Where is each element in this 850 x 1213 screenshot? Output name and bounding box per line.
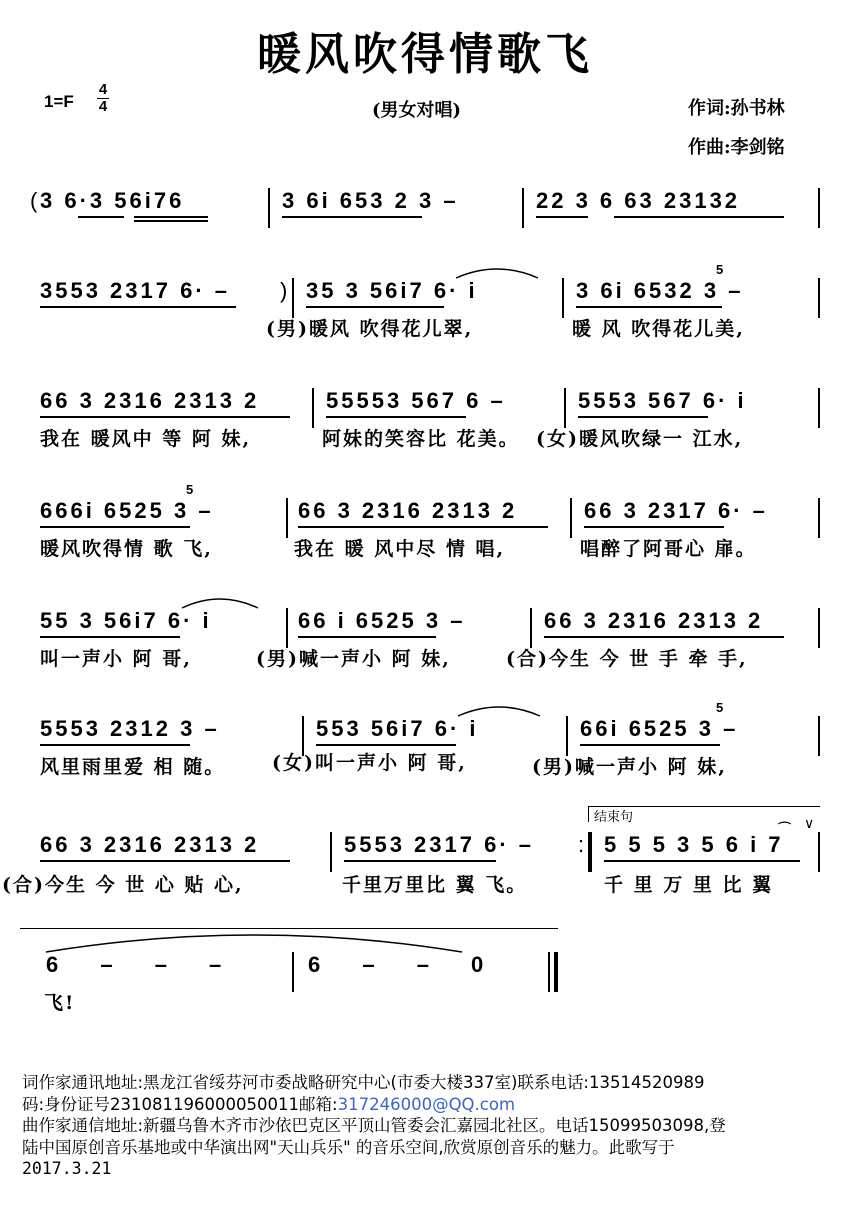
barline	[818, 188, 820, 228]
staff-6-measure-3: 66i 6525 3 –	[580, 716, 739, 741]
repeat-barline	[588, 832, 592, 872]
ending-label: 结束句	[594, 810, 634, 825]
barline	[530, 608, 532, 648]
staff-3-measure-2: 55553 567 6 –	[326, 388, 506, 413]
underline-beam	[584, 526, 724, 528]
barline	[286, 498, 288, 538]
underline-beam	[580, 744, 720, 746]
lyric-line: 千里万里比 翼 飞。	[342, 874, 528, 896]
underline-beam	[298, 636, 436, 638]
lyricist-credit: 作词:孙书林	[688, 98, 785, 119]
underline-beam	[40, 636, 180, 638]
lyric-line: 飞!	[44, 992, 76, 1014]
grace-note: 5	[716, 700, 724, 715]
staff-1-measure-2: 3 6i 653 2 3 –	[282, 188, 459, 213]
barline	[564, 388, 566, 428]
author-contact-info	[22, 1072, 832, 1180]
barline	[562, 278, 564, 318]
barline	[818, 498, 820, 538]
staff-5-measure-2: 66 i 6525 3 –	[298, 608, 466, 633]
underline-beam	[134, 216, 208, 218]
lyricist-address: 词作家通讯地址:黑龙江省绥芬河市委战略研究中心(市委大楼337室)联系电话:13514520989	[22, 1073, 705, 1092]
underline-beam	[298, 526, 548, 528]
lyric-line: (女)叫一声小 阿 哥,	[272, 752, 467, 774]
underline-beam	[40, 860, 290, 862]
lyric-line: 唱醉了阿哥心 扉。	[580, 538, 757, 560]
staff-8-measure-2: 6 – – 0	[308, 952, 502, 977]
lyric-line: 千 里 万 里 比 翼	[604, 874, 774, 896]
lyric-line: 我在 暖 风中尽 情 唱,	[294, 538, 506, 560]
lyric-line: 阿妹的笑容比 花美。	[322, 428, 520, 450]
composer-credit: 作曲:李剑铭	[688, 137, 785, 158]
underline-beam	[40, 306, 236, 308]
ending-bracket-edge	[588, 806, 589, 822]
underline-beam	[326, 416, 466, 418]
staff-1-measure-1: 3 6·3 56i76	[40, 188, 185, 213]
tie-mark	[44, 928, 464, 954]
written-date: 2017.3.21	[22, 1159, 112, 1178]
barline	[818, 278, 820, 318]
subtitle: (男女对唱)	[372, 100, 462, 121]
staff-3-measure-3: 5553 567 6· i	[578, 388, 747, 413]
staff-5-measure-3: 66 3 2316 2313 2	[544, 608, 764, 633]
lyric-line: 暖风吹得情 歌 飞,	[40, 538, 213, 560]
staff-5-measure-1: 55 3 56i7 6· i	[40, 608, 212, 633]
staff-4-measure-1: 666i 6525 3 –	[40, 498, 214, 523]
final-barline-thick	[554, 952, 558, 992]
staff-7-measure-2: 5553 2317 6· –	[344, 832, 535, 857]
staff-2-measure-1: 3553 2317 6· –	[40, 278, 231, 303]
composer-address: 曲作家通信地址:新疆乌鲁木齐市沙依巴克区平顶山管委会汇嘉园北社区。电话15099503098,登	[22, 1116, 726, 1135]
barline	[292, 952, 294, 992]
staff-6-measure-1: 5553 2312 3 –	[40, 716, 220, 741]
lyric-line: (女)暖风吹绿一 江水,	[536, 428, 744, 450]
underline-beam	[614, 216, 784, 218]
barline	[312, 388, 314, 428]
staff-1-measure-3: 22 3 6 63 23132	[536, 188, 741, 213]
underline-beam	[544, 636, 784, 638]
staff-2-measure-3: 3 6i 6532 3 –	[576, 278, 744, 303]
lyric-line: (合)今生 今 世 心 贴 心,	[2, 874, 244, 896]
lyric-line: (合)今生 今 世 手 牵 手,	[506, 648, 748, 670]
grace-note: 5	[186, 482, 194, 497]
underline-beam	[576, 306, 722, 308]
underline-beam	[306, 306, 444, 308]
grace-note: 5	[716, 262, 724, 277]
staff-1	[0, 188, 850, 238]
repeat-bracket: (	[30, 188, 41, 213]
underline-beam	[40, 744, 190, 746]
barline	[268, 188, 270, 228]
staff-8	[0, 952, 850, 1002]
barline	[818, 832, 820, 872]
staff-8-measure-1: 6 – – –	[46, 952, 240, 977]
lyric-line: 暖 风 吹得花儿美,	[572, 318, 745, 340]
final-barline-thin	[548, 952, 550, 992]
barline	[818, 608, 820, 648]
underline-beam	[40, 526, 190, 528]
fermata-mark: ⌒	[778, 822, 792, 837]
composer-note: 陆中国原创音乐基地或中华演出网"天山兵乐" 的音乐空间,欣赏原创音乐的魅力。此歌写于	[22, 1137, 675, 1157]
barline	[818, 716, 820, 756]
underline-beam	[78, 216, 124, 218]
underline-beam	[282, 216, 422, 218]
underline-beam	[40, 416, 290, 418]
staff-4-measure-2: 66 3 2316 2313 2	[298, 498, 518, 523]
slur-mark	[454, 264, 540, 280]
barline	[566, 716, 568, 756]
staff-7-measure-1: 66 3 2316 2313 2	[40, 832, 260, 857]
meter-numerator: 4	[98, 81, 108, 98]
lyric-line: (男)喊一声小 阿 妹,	[532, 756, 727, 778]
staff-2-measure-2: 35 3 56i7 6· i	[306, 278, 478, 303]
lyricist-id-email	[22, 1094, 832, 1116]
barline	[292, 278, 294, 318]
lyric-line: 我在 暖风中 等 阿 妹,	[40, 428, 252, 450]
staff-4-measure-3: 66 3 2317 6· –	[584, 498, 768, 523]
underline-beam	[604, 860, 800, 862]
repeat-dots: :	[578, 832, 585, 857]
underline-beam	[316, 744, 456, 746]
barline	[330, 832, 332, 872]
meter-denominator: 4	[98, 98, 108, 115]
key-signature: 1=F	[44, 92, 74, 111]
underline-beam	[134, 220, 208, 222]
lyric-line: (男)暖风 吹得花儿翠,	[266, 318, 474, 340]
slur-mark	[456, 702, 542, 718]
email-link[interactable]: 317246000@QQ.com	[337, 1094, 516, 1114]
staff-7-measure-3: 5 5 5 3 5 6 i 7	[604, 832, 784, 857]
lyric-line: 叫一声小 阿 哥,	[40, 648, 192, 670]
breath-mark: ∨	[804, 816, 815, 832]
staff-3-measure-1: 66 3 2316 2313 2	[40, 388, 260, 413]
barline	[286, 608, 288, 648]
lyric-line: 风里雨里爱 相 随。	[40, 756, 226, 778]
underline-beam	[536, 216, 588, 218]
underline-beam	[344, 860, 496, 862]
barline	[818, 388, 820, 428]
slur-mark	[180, 594, 260, 610]
song-title: 暖风吹得情歌飞	[257, 29, 593, 80]
staff-6-measure-2: 553 56i7 6· i	[316, 716, 479, 741]
time-signature	[96, 82, 110, 115]
underline-beam	[578, 416, 708, 418]
lyric-line: (男)喊一声小 阿 妹,	[256, 648, 451, 670]
barline	[570, 498, 572, 538]
repeat-close: )	[280, 278, 291, 303]
barline	[522, 188, 524, 228]
id-text: 码:身份证号231081196000050011邮箱:	[22, 1094, 338, 1114]
